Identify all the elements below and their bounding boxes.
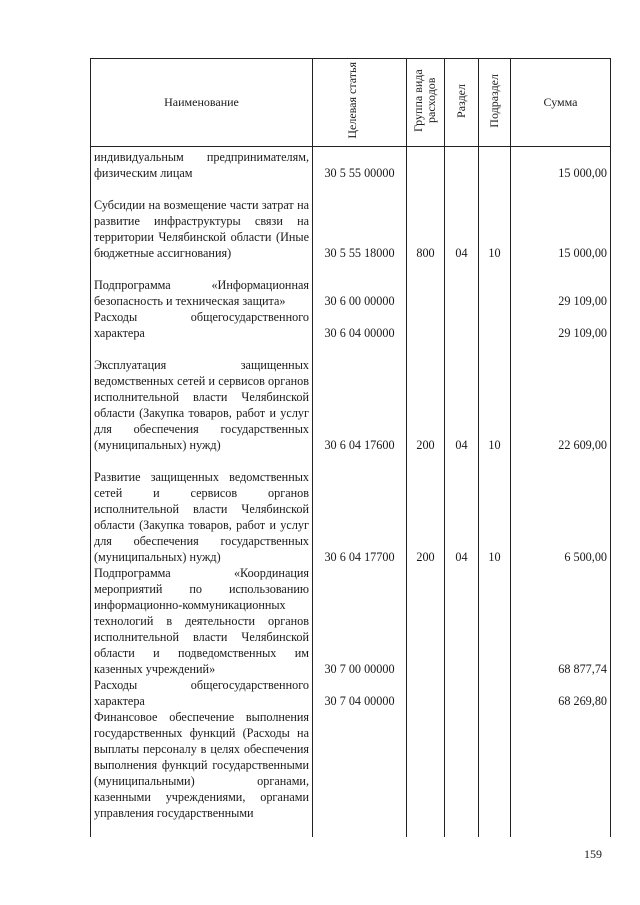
row-section: [445, 261, 479, 309]
row-expense-group: [407, 309, 445, 341]
header-sum: Сумма: [511, 59, 611, 147]
row-target-code: [313, 709, 407, 837]
row-section: 04: [445, 181, 479, 261]
page-number: 159: [584, 847, 602, 861]
header-target: Целевая статья: [313, 59, 407, 147]
table-row: [91, 709, 611, 837]
header-name: Наименование: [91, 59, 313, 147]
row-subsection: [479, 709, 511, 837]
table-row: [91, 147, 611, 181]
row-target-code: 30 6 04 17600: [313, 341, 407, 453]
row-name: Финансовое обеспечение выполнения государственных функций (Расходы на выплаты персоналу в целях обеспечения выполнения функций государственными (муниципальными) органами, казенными учреждениями, органами управления государственными: [91, 709, 313, 837]
row-section: [445, 565, 479, 677]
row-subsection: 10: [479, 181, 511, 261]
row-section: [445, 677, 479, 709]
row-subsection: [479, 309, 511, 341]
budget-table: [90, 58, 611, 837]
row-target-code: 30 6 04 17700: [313, 453, 407, 565]
header-subsection: Подраздел: [479, 59, 511, 147]
row-expense-group: [407, 709, 445, 837]
row-expense-group: [407, 261, 445, 309]
row-name: Подпрограмма «Координация мероприятий по использованию информационно-коммуникационных технологий в деятельности органов исполнительной власти Челябинской области и подведомственных им казенных учреждений»: [91, 565, 313, 677]
table-row: [91, 453, 611, 565]
row-section: [445, 309, 479, 341]
row-expense-group: [407, 565, 445, 677]
row-target-code: 30 7 00 00000: [313, 565, 407, 677]
table-row: [91, 677, 611, 709]
row-subsection: [479, 565, 511, 677]
row-target-code: 30 7 04 00000: [313, 677, 407, 709]
row-expense-group: 200: [407, 453, 445, 565]
row-subsection: [479, 261, 511, 309]
row-target-code: 30 6 04 00000: [313, 309, 407, 341]
row-subsection: 10: [479, 453, 511, 565]
table-header-row: [91, 59, 611, 147]
row-section: 04: [445, 341, 479, 453]
row-sum: 29 109,00: [511, 309, 611, 341]
table-row: [91, 309, 611, 341]
row-section: [445, 147, 479, 181]
row-name: Расходы общегосударственного характера: [91, 677, 313, 709]
row-section: [445, 709, 479, 837]
row-target-code: 30 6 00 00000: [313, 261, 407, 309]
row-subsection: 10: [479, 341, 511, 453]
row-name: Подпрограмма «Информационная безопасность и техническая защита»: [91, 261, 313, 309]
row-subsection: [479, 147, 511, 181]
row-name: Развитие защищенных ведомственных сетей и сервисов органов исполнительной власти Челябинской области (Закупка товаров, работ и услуг для обеспечения государственных (муниципальных) нужд): [91, 453, 313, 565]
row-expense-group: [407, 677, 445, 709]
row-name: Расходы общегосударственного характера: [91, 309, 313, 341]
row-sum: 15 000,00: [511, 147, 611, 181]
row-target-code: 30 5 55 18000: [313, 181, 407, 261]
header-expense-group: Группа вида расходов: [407, 59, 445, 147]
row-name: Эксплуатация защищенных ведомственных сетей и сервисов органов исполнительной власти Челябинской области (Закупка товаров, работ и услуг для обеспечения государственных (муниципальных) нужд): [91, 341, 313, 453]
row-expense-group: [407, 147, 445, 181]
table-row: [91, 261, 611, 309]
table-row: [91, 565, 611, 677]
row-sum: 68 877,74: [511, 565, 611, 677]
row-target-code: 30 5 55 00000: [313, 147, 407, 181]
row-expense-group: 200: [407, 341, 445, 453]
table-row: [91, 341, 611, 453]
row-sum: 22 609,00: [511, 341, 611, 453]
row-expense-group: 800: [407, 181, 445, 261]
row-sum: 68 269,80: [511, 677, 611, 709]
header-section: Раздел: [445, 59, 479, 147]
row-name: Субсидии на возмещение части затрат на развитие инфраструктуры связи на территории Челябинской области (Иные бюджетные ассигнования): [91, 181, 313, 261]
row-sum: 15 000,00: [511, 181, 611, 261]
row-sum: 6 500,00: [511, 453, 611, 565]
row-sum: [511, 709, 611, 837]
row-section: 04: [445, 453, 479, 565]
row-subsection: [479, 677, 511, 709]
row-name: индивидуальным предпринимателям, физическим лицам: [91, 147, 313, 181]
table-row: [91, 181, 611, 261]
row-sum: 29 109,00: [511, 261, 611, 309]
